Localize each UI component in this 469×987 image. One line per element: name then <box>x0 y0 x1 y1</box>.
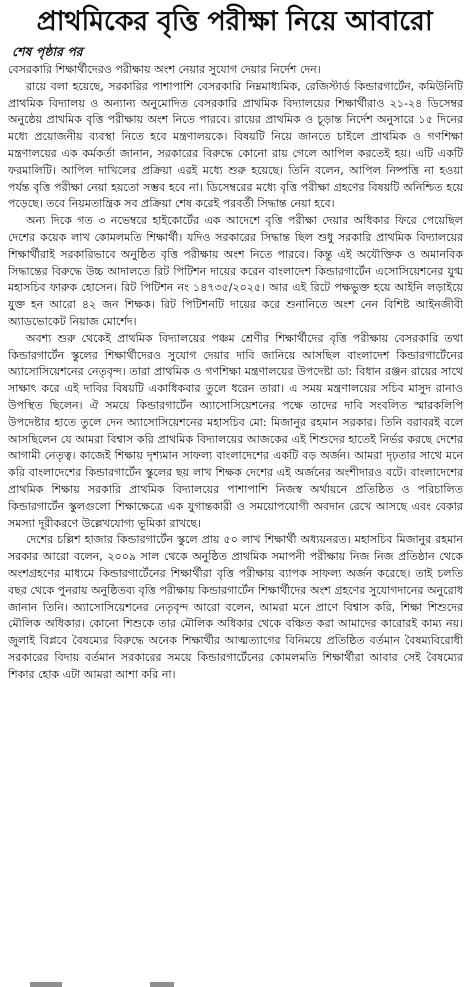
article-headline: প্রাথমিকের বৃত্তি পরীক্ষা নিয়ে আবারো <box>36 6 433 37</box>
article-paragraph: বেসরকারি শিক্ষার্থীদেরও পরীক্ষায় অংশ নেয়ার সুযোগ দেয়ার নির্দেশ দেন। <box>8 63 321 76</box>
article-paragraph: অবশ্য শুরু থেকেই প্রাথমিক বিদ্যালয়ের পঞ্চম শ্রেণীর শিক্ষার্থীদের বৃত্তি পরীক্ষায় বেসরকারি তথা কিন্ডারগার্টেন স্কুলের শিক্ষার্থীদেরও সুযোগ দেয়ার দাবি জানিয়ে আসছিল বাংলাদেশ কিন্ডারগার্টেনের অ্যাসোসিয়েশনের নেতৃবৃন্দ। তারা প্রাথমিক ও গণশিক্ষা মন্ত্রণালয়ের উপদেষ্টা ডা: বিধান রঞ্জন রায়ের সাথে সাক্ষাৎ করে এই দাবির বিষয়টি একাধিকবার তুলে ধরেন তারা। এ সময় মন্ত্রণালয়ের সচিব মাসুদ রানাও উপস্থিত ছিলেন। ঐ সময়ে কিন্ডারগার্টেন অ্যাসোসিয়েশনের পক্ষে তাদের দাবি সংবলিত স্মারকলিপি উপদেষ্টার হাতে তুলে দেন অ্যাসোসিয়েশনের মহাসচিব মো: মিজানুর রহমান সরকার। তিনি বরাবরই বলে আসছিলেন যে আমরা বিশ্বাস করি প্রাথমিক বিদ্যালয়ের আজকের এই শিশুদের হাতেই নির্ভর করছে দেশের আগামী নেতৃত্ব। কাজেই শিক্ষায় দৃশ্যমান সাফল্য বাংলাদেশের একটি বড় অর্জন। আমরা দৃঢ়তার সাথে মনে করি বাংলাদেশের কিন্ডারগার্টেন স্কুলের ছয় লাখ শিক্ষক দেশের এই অর্জনের অংশীদারও বটে। বাংলাদেশের প্রাথমিক শিক্ষায় সরকারি প্রাথমিক বিদ্যালয়ের পাশাপাশি নিজস্ব অর্থায়নে প্রতিষ্ঠিত ও পরিচালিত কিন্ডারগার্টেন স্কুলগুলো শিক্ষাক্ষেত্রে এক যুগান্তকারী ও সময়োপযোগী অবদান রেখে আসছে এবং বেকার সমস্যা দূরীকরণে উল্লেখযোগ্য ভূমিকা রাখছে। <box>8 331 463 530</box>
article-paragraph: অন্য দিকে গত ৩ নভেম্বরে হাইকোর্টের এক আদেশে বৃত্তি পরীক্ষা দেয়ার অধিকার ফিরে পেয়েছিল দেশের কয়েক লাখ কোমলমতি শিক্ষার্থী। যদিও সরকারের সিদ্ধান্ত ছিল শুধু সরকারি প্রাথমিক বিদ্যালয়ের শিক্ষার্থীরাই সরকারিভাবে অনুষ্ঠিত বৃত্তি পরীক্ষায় অংশ নিতে পারবে। কিন্তু এই অযৌক্তিক ও অমানবিক সিদ্ধান্তের বিরুদ্ধে উচ্চ আদালতে রিট পিটিশন দায়ের করেন বাংলাদেশ কিন্ডারগার্টেন এসোসিয়েশনের যুগ্ম মহাসচিব ফারুক হোসেন। রিট পিটিশন নং ১৪৭৩৫/২০২৫। আর এই রিটে পক্ষভুক্ত হয়ে আইনি লড়াইয়ে যুক্ত হন আরো ৪২ জন শিক্ষক। রিট পিটিশনটি দায়ের করে শুনানিতে অংশ নেন বিশিষ্ট আইনজীবী অ্যাডভোকেট নিয়াজ মোর্শেদ। <box>8 214 463 328</box>
continued-from-label: শেষ পৃষ্ঠার পর <box>12 44 83 59</box>
article-paragraph: রায়ে বলা হয়েছে, সরকারির পাশাপাশি বেসরকারি নিম্নমাধ্যমিক, রেজিস্টার্ড কিন্ডারগার্টেন, কমিউনিটি প্রাথমিক বিদ্যালয় ও অন্যান্য অনুমোদিত বেসরকারি প্রাথমিক বিদ্যালয়ের শিক্ষার্থীরাও ২১-২৪ ডিসেম্বর অনুষ্ঠেয় প্রাথমিক বৃত্তি পরীক্ষায় অংশ নিতে পারবে। রায়ের প্রাথমিক ও চূড়ান্ত নির্দেশ অনুসারে ১৫ দিনের মধ্যে প্রয়োজনীয় ব্যবস্থা নিতে হবে মন্ত্রণালয়কে। বিষয়টি নিয়ে জানতে চাইলে প্রাথমিক ও গণশিক্ষা মন্ত্রণালয়ের এক কর্মকর্তা জানান, সরকারের বিরুদ্ধে কোনো রায় গেলে আপিল করতেই হয়। এটি একটি ফরমালিটি। আপিল দাখিলের প্রক্রিয়া এরই মধ্যে শুরু হয়েছে। তিনি বলেন, আপিল নিষ্পত্তি না হওয়া পর্যন্ত বৃত্তি পরীক্ষা নেয়া হয়তো সম্ভব হবে না। ডিসেম্বরের মধ্যে বৃত্তি পরীক্ষা গ্রহণের বিষয়টি অনিশ্চিত হয়ে পড়েছে। তবে নিয়মতান্ত্রিক সব প্রক্রিয়া শেষ করেই পরবর্তী সিদ্ধান্ত নেয়া হবে। <box>8 79 463 211</box>
article-paragraph: দেশের চল্লিশ হাজার কিন্ডারগার্টেন স্কুলে প্রায় ৫০ লাখ শিক্ষার্থী অধ্যয়নরত। মহাসচিব মিজানুর রহমান সরকার আরো বলেন, ২০০৯ সাল থেকে অনুষ্ঠিত প্রাথমিক সমাপনী পরীক্ষায় নিজ নিজ প্রতিষ্ঠান থেকে অংশগ্রহণের মাধ্যমে কিন্ডারগার্টেনের শিক্ষার্থীরা বৃত্তি পরীক্ষায় ব্যাপক সাফল্য অর্জন করেছে। তাই চলতি বছর থেকে পুনরায় অনুষ্ঠিতব্য বৃত্তি পরীক্ষায় কিন্ডারগার্টেন শিক্ষার্থীদের অংশ গ্রহণের সুযোগদানের অনুরোধ জানান তিনি। অ্যাসোসিয়েশনের নেতৃবৃন্দ আরো বলেন, আমরা মনে প্রাণে বিশ্বাস করি, শিক্ষা শিশুদের মৌলিক অধিকার। কোনো শিশুকে তার মৌলিক অধিকার থেকে বঞ্চিত করা আমাদের কারোরই কাম্য নয়। জুলাই বিপ্লবে বৈষম্যের বিরুদ্ধে অনেক শিক্ষার্থীর আত্মত্যাগের বিনিময়ে প্রতিষ্ঠিত বর্তমান বৈষম্যবিরোধী সরকারের বিদায় বর্তমান সরকারের সময়ে কিন্ডারগার্টেনের কোমলমতি শিক্ষার্থীরা আবার সেই বৈষম্যের শিকার হোক এটা আমরা আশা করি না। <box>8 533 463 681</box>
cut-off-next-column-edge <box>0 975 469 987</box>
article-body <box>8 62 463 683</box>
